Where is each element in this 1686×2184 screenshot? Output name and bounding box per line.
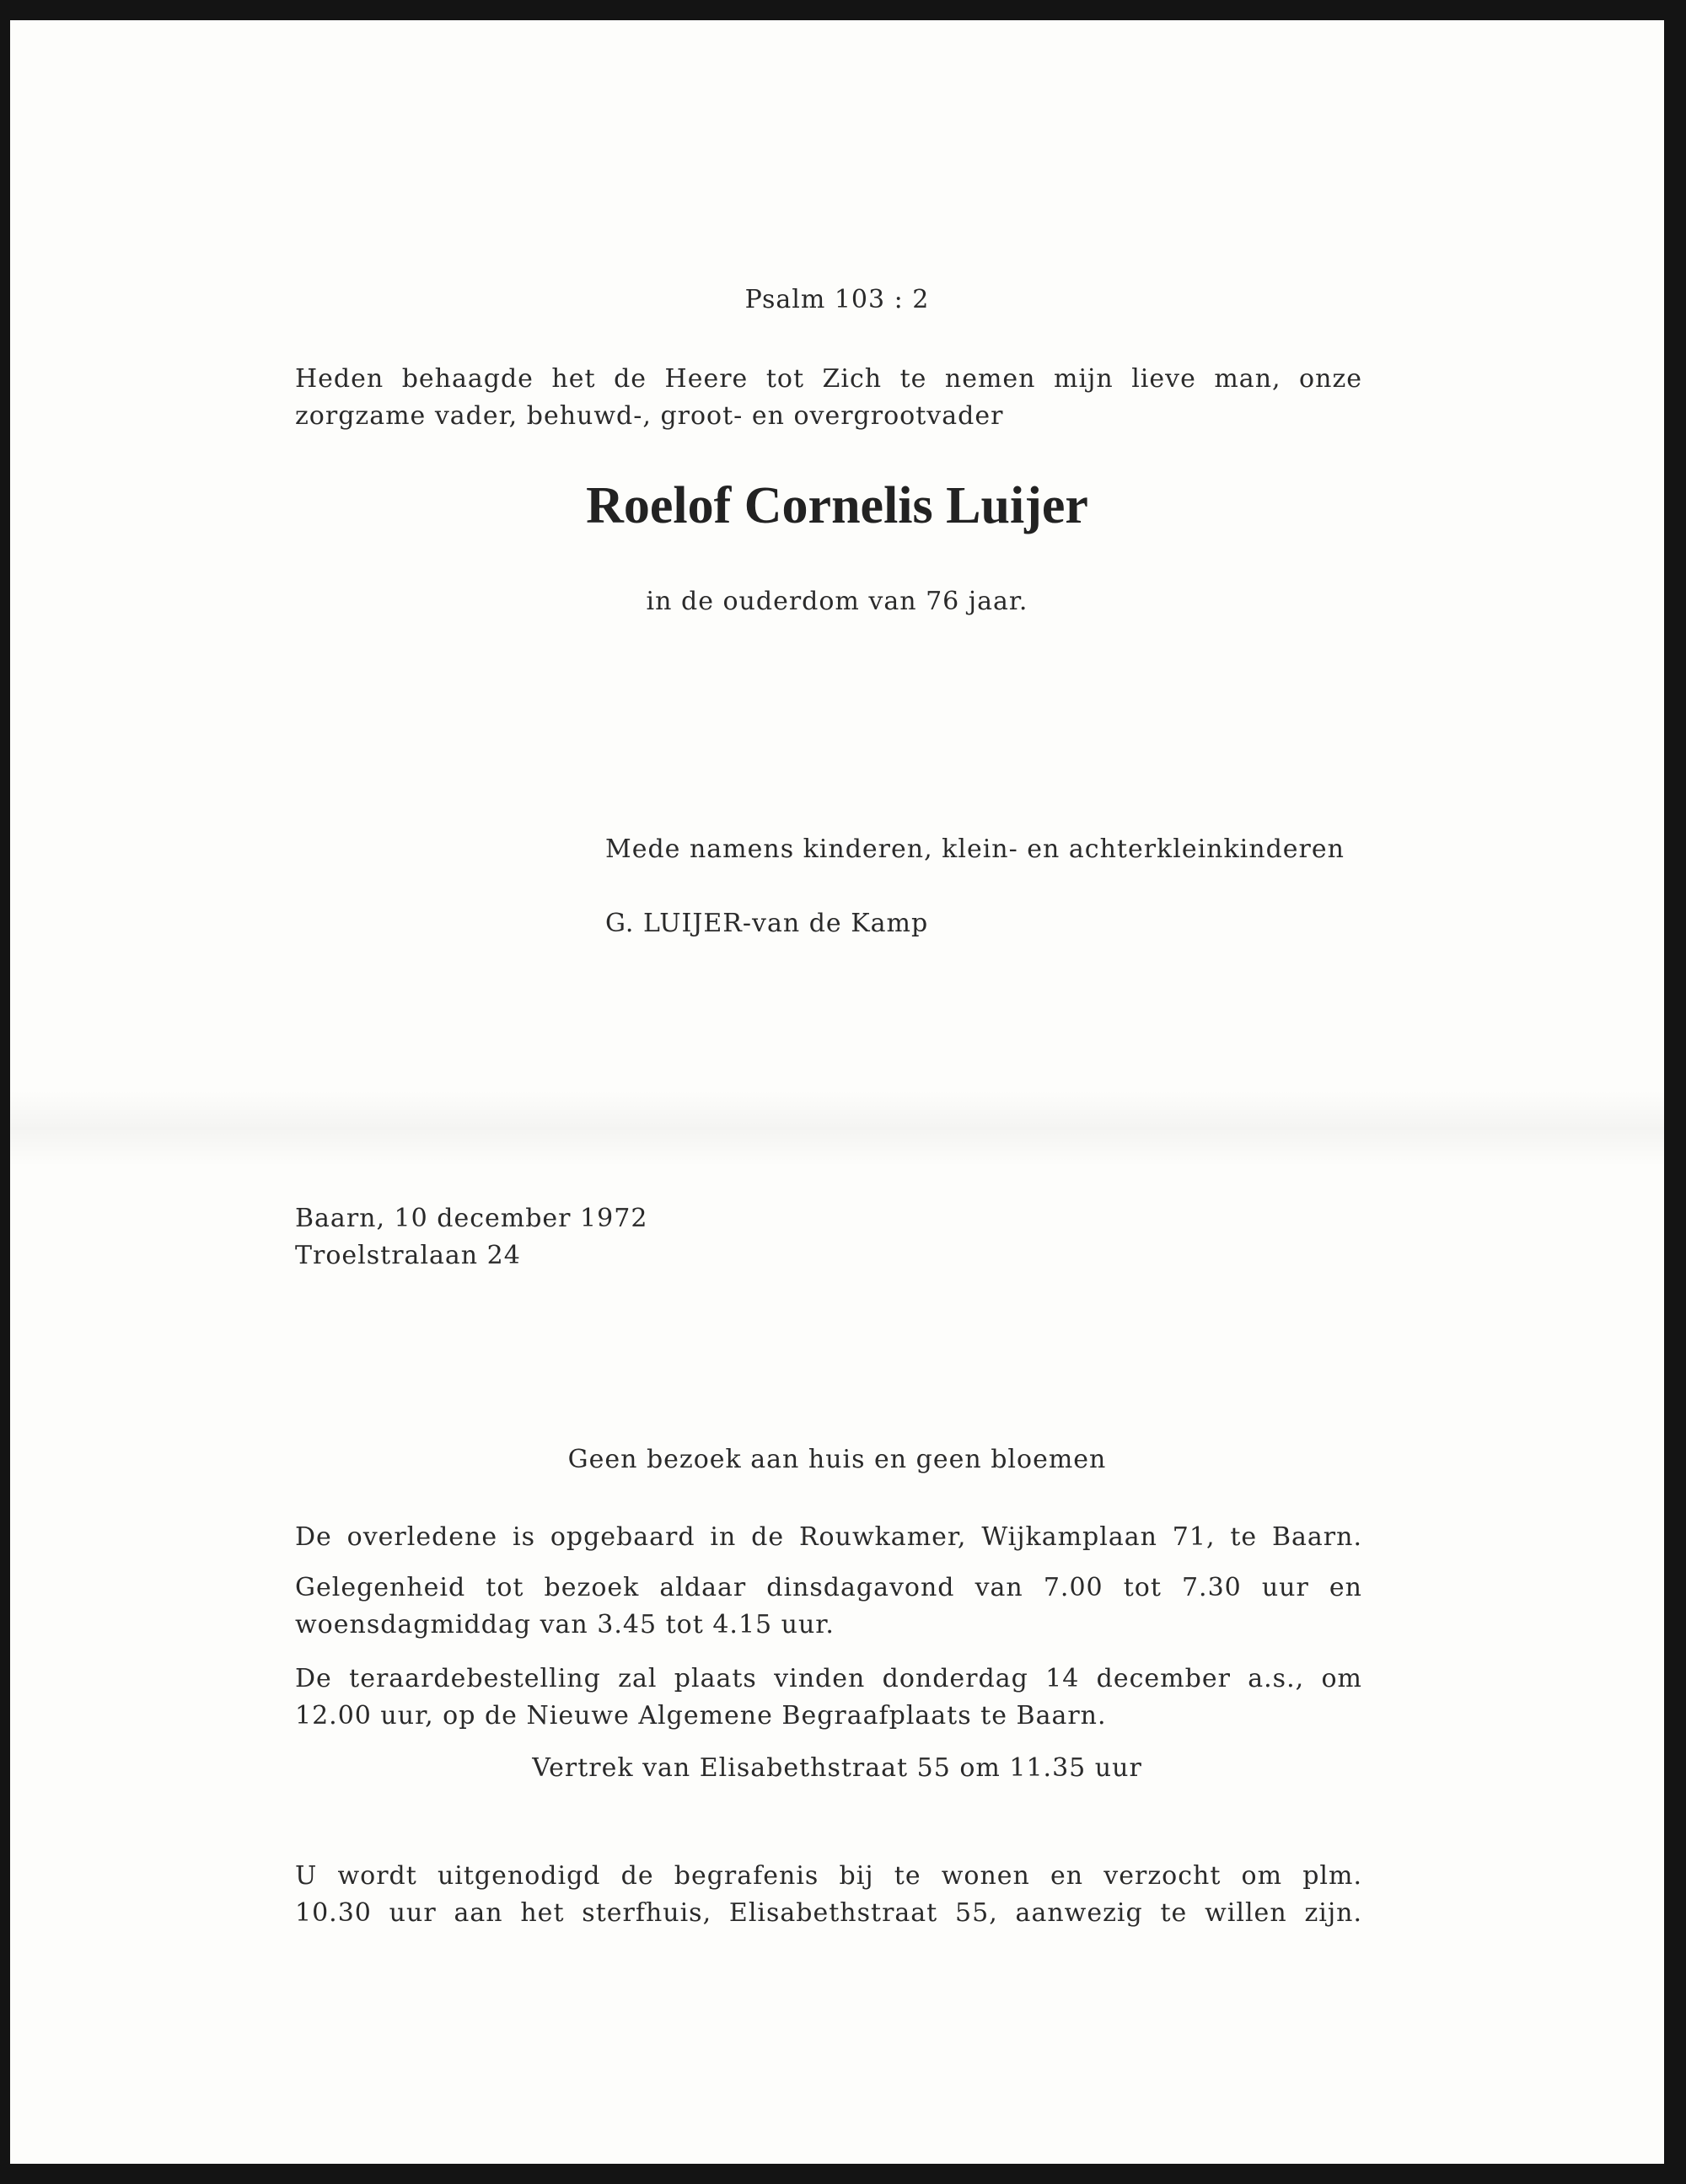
visit-line-1: Gelegenheid tot bezoek aldaar dinsdagavond van 7.00 tot 7.30 uur en (295, 1573, 1362, 1602)
invite-line-1: U wordt uitgenodigd de begrafenis bij te wonen en verzocht om plm. (295, 1861, 1362, 1891)
invite-line-2: 10.30 uur aan het sterfhuis, Elisabethstraat 55, aanwezig te willen zijn. (295, 1898, 1362, 1928)
no-visit-notice: Geen bezoek aan huis en geen bloemen (567, 1445, 1107, 1474)
burial-line-1: De teraardebestelling zal plaats vinden donderdag 14 december a.s., om (295, 1664, 1362, 1693)
age-line: in de ouderdom van 76 jaar. (646, 587, 1028, 616)
on-behalf-line: Mede namens kinderen, klein- en achterkleinkinderen (605, 834, 1345, 864)
deceased-name: Roelof Cornelis Luijer (586, 477, 1088, 534)
paper-fold (10, 1091, 1664, 1167)
visit-line-2: woensdagmiddag van 3.45 tot 4.15 uur. (295, 1610, 835, 1639)
place-date: Baarn, 10 december 1972 (295, 1204, 648, 1233)
burial-line-2: 12.00 uur, op de Nieuwe Algemene Begraafplaats te Baarn. (295, 1701, 1107, 1731)
laid-out-line: De overledene is opgebaard in de Rouwkamer, Wijkamplaan 71, te Baarn. (295, 1522, 1362, 1552)
signatory: G. LUIJER-van de Kamp (605, 909, 929, 938)
psalm-reference: Psalm 103 : 2 (744, 285, 930, 314)
intro-line-1: Heden behaagde het de Heere tot Zich te nemen mijn lieve man, onze (295, 364, 1362, 394)
mourning-card (10, 20, 1664, 2164)
departure-line: Vertrek van Elisabethstraat 55 om 11.35 uur (532, 1753, 1142, 1783)
address: Troelstralaan 24 (295, 1241, 521, 1270)
intro-line-2: zorgzame vader, behuwd-, groot- en overgrootvader (295, 401, 1004, 431)
